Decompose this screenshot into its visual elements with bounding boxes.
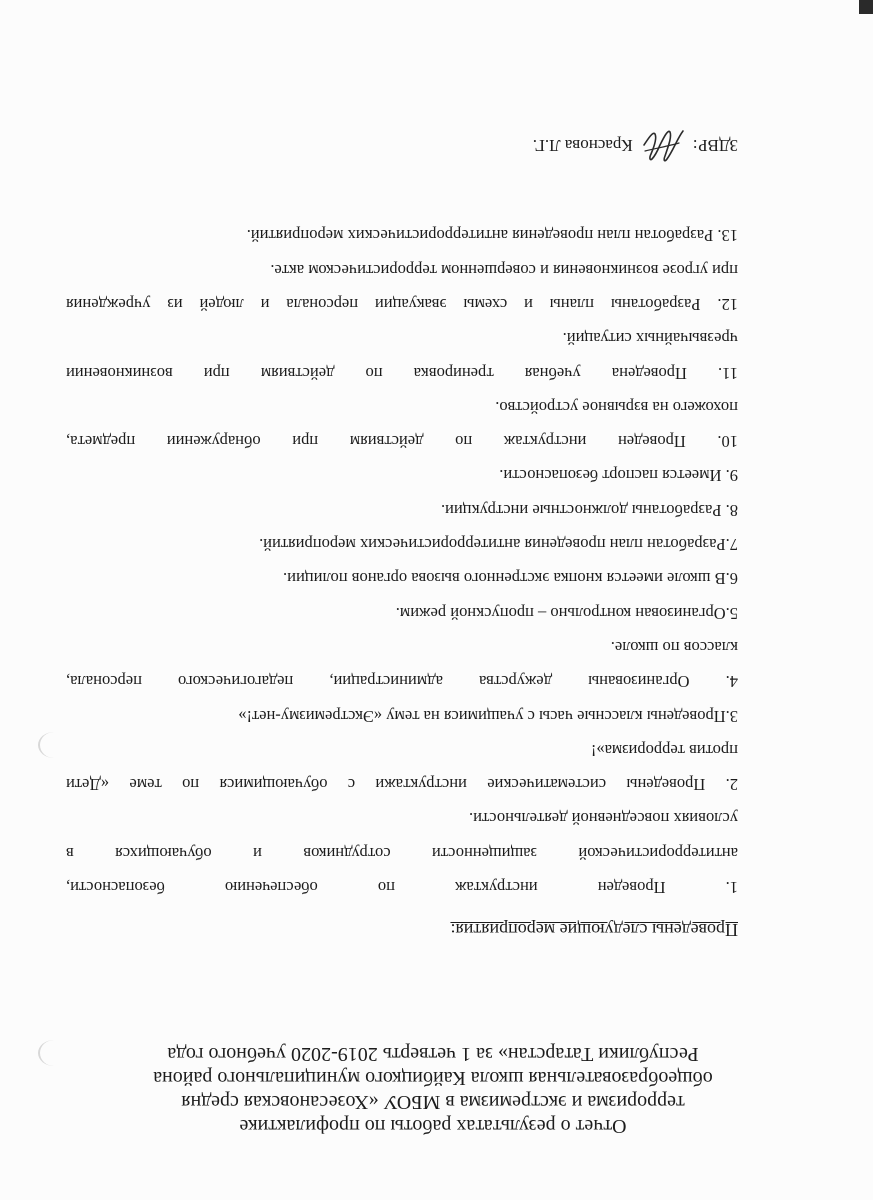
- measure-line: против терроризма»!: [590, 740, 738, 760]
- measure-line: 1. Проведен инструктаж по обеспечению безопасности,: [66, 878, 738, 897]
- measure-line: похожего на взрывное устройство.: [495, 397, 738, 417]
- handwritten-signature-icon: [641, 125, 687, 165]
- measure-line: 7.Разработан план проведения антитеррористических мероприятий.: [259, 535, 738, 555]
- measure-line: антитеррористической защищенности сотрудников и обучающихся в: [66, 843, 738, 863]
- measure-line: 3.Проведены классные часы с учащимися на тему «Экстремизму-нет!»: [238, 706, 738, 726]
- measures-list: [66, 218, 738, 904]
- title-line: терроризма и экстремизма в МБОУ «Хозесановская средня: [181, 1091, 685, 1113]
- title-line: общеобразовательная школа Кайбицкого муниципального района: [153, 1067, 713, 1089]
- measure-line: чрезвычайных ситуаций.: [562, 329, 738, 349]
- measure-line: 4. Организованы дежурства администрации, педагогического персонала,: [66, 672, 738, 692]
- title-line: Отчет о результатах работы по профилактике: [239, 1115, 627, 1137]
- measure-line: при угрозе возникновения и совершенном террористическом акте.: [270, 260, 738, 280]
- signature-block: [533, 125, 738, 165]
- measure-line: 2. Проведены систематические инструктажи с обучающимися по теме «Дети: [66, 775, 738, 795]
- signature-name: Краснова Л.Г.: [532, 136, 633, 155]
- title-line: Республики Татарстан» за 1 четверть 2019-2020 учебного года: [167, 1043, 699, 1065]
- measure-line: 11. Проведена учебная тренировка по действиям при возникновении: [66, 363, 738, 383]
- measure-line: 8. Разработаны должностные инструкции.: [440, 500, 738, 520]
- measure-line: 6.В школе имеется кнопка экстренного вызова органов полиции.: [283, 569, 738, 589]
- measure-line: 12. Разработаны планы и схемы эвакуации персонала и людей из учреждения: [66, 294, 738, 314]
- measure-line: условиях повседневной деятельности.: [468, 809, 738, 829]
- measure-line: классов по школе.: [610, 637, 738, 657]
- measure-line: 13. Разработан план проведения антитеррористических мероприятий.: [246, 226, 738, 246]
- measure-line: 9. Имеется паспорт безопасности.: [499, 466, 738, 486]
- measure-line: 5.Организован контрольно – пропускной режим.: [395, 603, 738, 623]
- report-title: [93, 1042, 773, 1138]
- section-heading: Проведены следующие мероприятия:: [450, 920, 738, 940]
- signature-position: ЗДВР:: [692, 136, 738, 155]
- measure-line: 10. Проведен инструктаж по действиям при обнаружении предмета,: [66, 432, 738, 452]
